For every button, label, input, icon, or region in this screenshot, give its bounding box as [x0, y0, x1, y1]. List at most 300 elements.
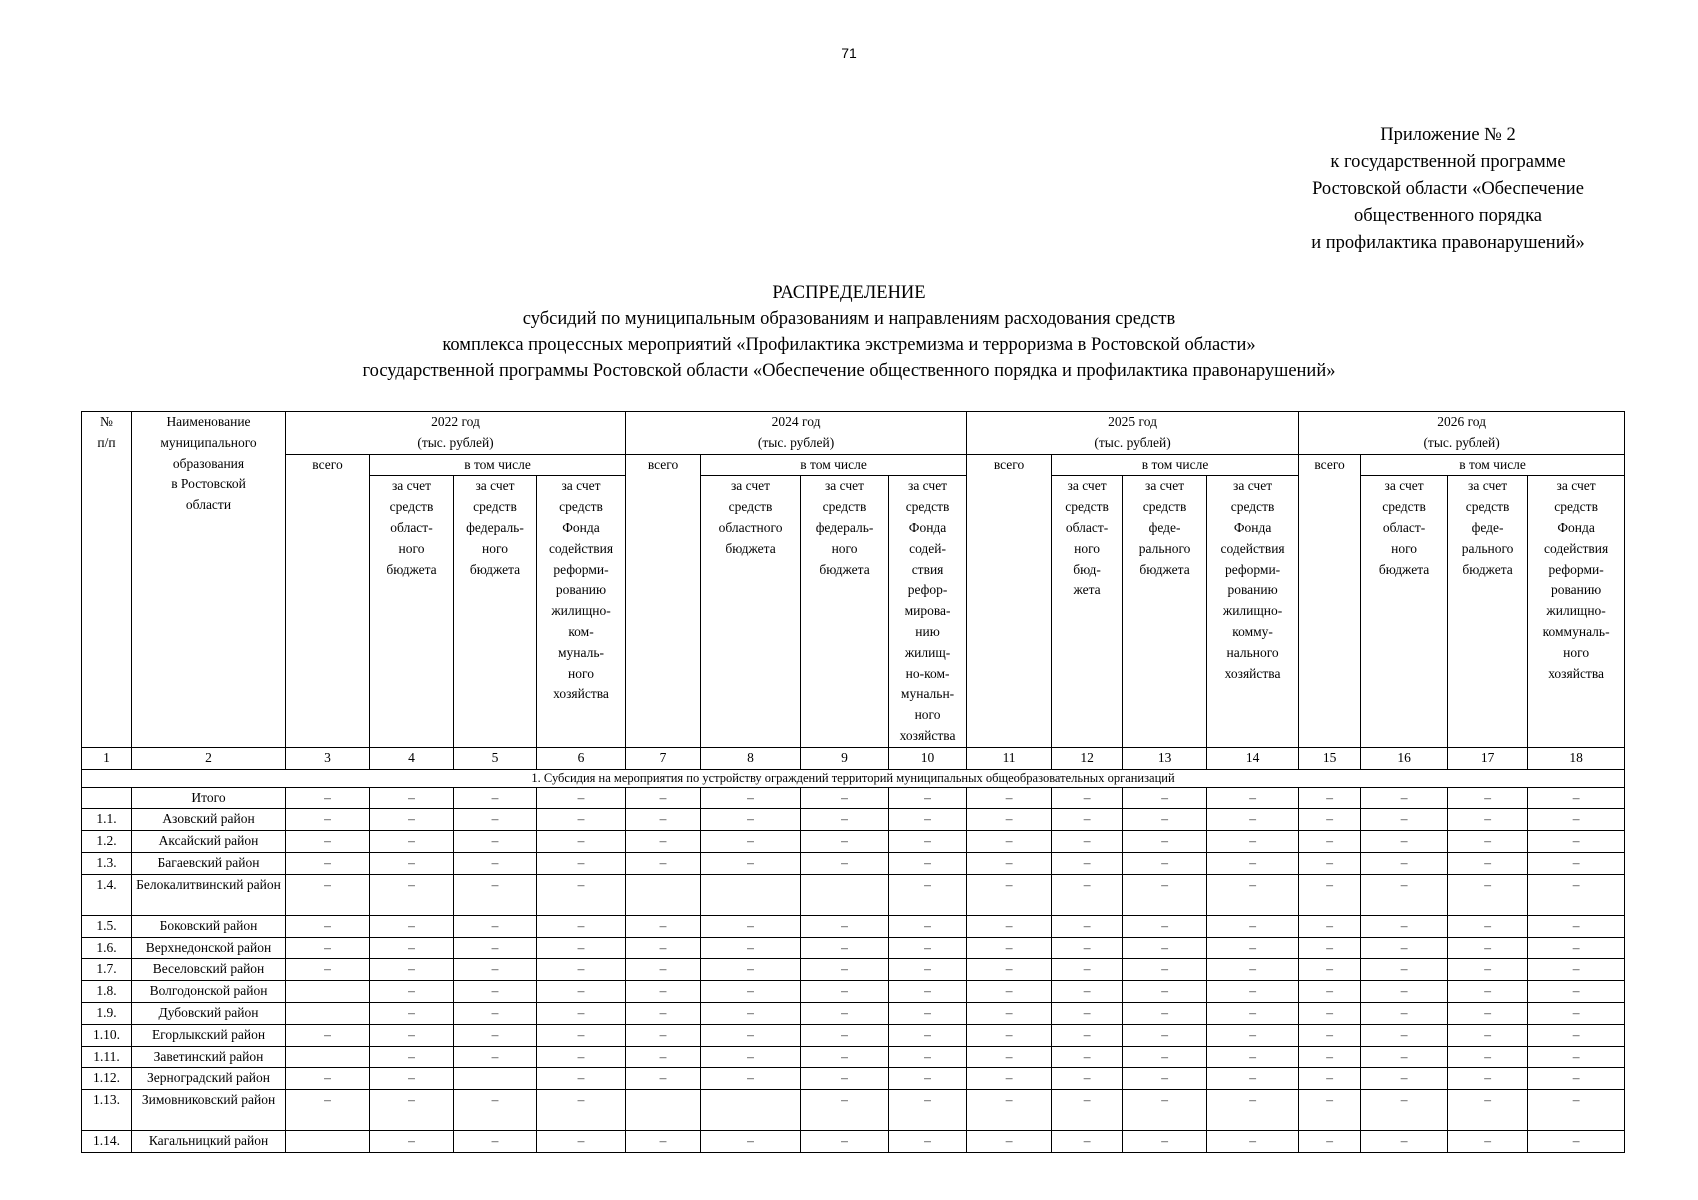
row-number: 1.2.	[82, 831, 132, 853]
value-cell: –	[626, 981, 701, 1003]
value-cell: –	[626, 1046, 701, 1068]
value-cell: –	[1207, 959, 1299, 981]
value-cell: –	[1299, 981, 1361, 1003]
value-cell: –	[801, 959, 889, 981]
value-cell: –	[454, 1090, 537, 1131]
header-text-line: жилищ-	[904, 644, 951, 660]
value-cell: –	[1052, 852, 1123, 874]
value-cell: –	[1448, 874, 1528, 915]
value-cell: –	[454, 831, 537, 853]
value-cell: –	[1299, 1068, 1361, 1090]
value-cell: –	[1052, 874, 1123, 915]
title-line: государственной программы Ростовской области «Обеспечение общественного порядка и профилактика правонарушений»	[362, 361, 1336, 381]
appendix-line: к государственной программе	[1330, 152, 1566, 172]
header-text-line: за счет	[561, 478, 601, 494]
row-name: Кагальницкий район	[132, 1131, 286, 1153]
header-text-line: Фонда	[1233, 519, 1272, 535]
header-source	[454, 476, 537, 747]
value-cell: –	[889, 1090, 967, 1131]
value-cell: –	[1299, 959, 1361, 981]
value-cell: –	[1448, 787, 1528, 809]
header-text-line: реформи-	[553, 561, 609, 577]
header-text-line: за счет	[475, 478, 515, 494]
value-cell: –	[286, 1090, 370, 1131]
value-cell: –	[701, 981, 801, 1003]
column-number: 14	[1207, 747, 1299, 769]
value-cell: –	[967, 1090, 1052, 1131]
value-cell: –	[1528, 981, 1625, 1003]
column-number: 4	[370, 747, 454, 769]
value-cell	[286, 981, 370, 1003]
value-cell: –	[626, 1068, 701, 1090]
header-text-line: федераль-	[815, 519, 874, 535]
value-cell: –	[1123, 874, 1207, 915]
header-text-line: средств	[473, 499, 517, 515]
header-text-line: нального	[1226, 644, 1279, 660]
header-text-line: феде-	[1148, 519, 1181, 535]
column-number: 7	[626, 747, 701, 769]
column-number: 17	[1448, 747, 1528, 769]
value-cell: –	[1361, 809, 1448, 831]
header-text-line: средств	[559, 499, 603, 515]
value-cell: –	[454, 809, 537, 831]
value-cell: –	[1448, 1046, 1528, 1068]
value-cell: –	[1299, 874, 1361, 915]
table-row	[82, 959, 1625, 981]
value-cell: –	[370, 1090, 454, 1131]
column-number: 18	[1528, 747, 1625, 769]
row-name: Боковский район	[132, 915, 286, 937]
header-text-line: ного	[1074, 540, 1101, 556]
value-cell: –	[801, 1068, 889, 1090]
value-cell: –	[1052, 809, 1123, 831]
value-cell: –	[1207, 852, 1299, 874]
value-cell: –	[1361, 1046, 1448, 1068]
value-cell: –	[1123, 1090, 1207, 1131]
value-cell: –	[454, 1046, 537, 1068]
value-cell: –	[1299, 1024, 1361, 1046]
header-text-line: рованию	[1227, 582, 1278, 598]
table-row	[82, 831, 1625, 853]
header-including: в том числе	[370, 454, 626, 476]
row-name: Белокалитвинский район	[132, 874, 286, 915]
value-cell: –	[454, 981, 537, 1003]
row-number: 1.6.	[82, 937, 132, 959]
value-cell: –	[967, 852, 1052, 874]
value-cell: –	[1052, 787, 1123, 809]
header-total: всего	[1299, 454, 1361, 747]
value-cell: –	[1123, 1024, 1207, 1046]
header-source	[889, 476, 967, 747]
value-cell: –	[370, 1131, 454, 1153]
row-name: Дубовский район	[132, 1002, 286, 1024]
value-cell: –	[701, 852, 801, 874]
value-cell: –	[1361, 937, 1448, 959]
header-text-line: ного	[914, 707, 941, 723]
row-number: 1.13.	[82, 1090, 132, 1131]
header-text-line: содействия	[1220, 540, 1285, 556]
header-text-line: содействия	[1544, 540, 1609, 556]
value-cell: –	[537, 831, 626, 853]
row-name: Веселовский район	[132, 959, 286, 981]
table-row	[82, 852, 1625, 874]
value-cell: –	[537, 1024, 626, 1046]
header-text-line: за счет	[730, 478, 771, 494]
value-cell: –	[1123, 1131, 1207, 1153]
value-cell: –	[1207, 1090, 1299, 1131]
value-cell: –	[889, 1046, 967, 1068]
appendix-line: Ростовской области «Обеспечение	[1312, 179, 1584, 199]
value-cell: –	[701, 959, 801, 981]
value-cell: –	[1361, 1024, 1448, 1046]
header-text-line: п/п	[97, 434, 116, 450]
value-cell: –	[1052, 831, 1123, 853]
value-cell: –	[626, 831, 701, 853]
value-cell: –	[967, 915, 1052, 937]
header-text-line: хозяйства	[1224, 665, 1281, 681]
value-cell: –	[967, 937, 1052, 959]
value-cell: –	[1528, 959, 1625, 981]
column-number: 9	[801, 747, 889, 769]
value-cell: –	[626, 1002, 701, 1024]
table-row	[82, 981, 1625, 1003]
table-row	[82, 874, 1625, 915]
value-cell: –	[1207, 874, 1299, 915]
column-number: 1	[82, 747, 132, 769]
value-cell: –	[370, 981, 454, 1003]
title-line: субсидий по муниципальным образованиям и направлениям расходования средств	[522, 309, 1176, 329]
value-cell: –	[701, 809, 801, 831]
appendix-line: и профилактика правонарушений»	[1311, 233, 1585, 253]
value-cell: –	[801, 787, 889, 809]
table-row	[82, 1068, 1625, 1090]
row-name: Багаевский район	[132, 852, 286, 874]
table-row	[82, 1131, 1625, 1153]
value-cell: –	[1299, 852, 1361, 874]
value-cell	[286, 1046, 370, 1068]
value-cell: –	[967, 831, 1052, 853]
value-cell: –	[537, 981, 626, 1003]
value-cell: –	[1052, 1131, 1123, 1153]
header-text-line: Наименование	[166, 414, 251, 429]
header-text-line: ного	[1391, 540, 1418, 556]
header-text-line: жилищно-	[551, 603, 611, 619]
header-text-line: средств	[1230, 499, 1275, 515]
row-number: 1.9.	[82, 1002, 132, 1024]
value-cell: –	[626, 915, 701, 937]
value-cell: –	[1528, 787, 1625, 809]
value-cell: –	[701, 1046, 801, 1068]
value-cell: –	[889, 1131, 967, 1153]
value-cell: –	[1207, 787, 1299, 809]
value-cell: –	[967, 1068, 1052, 1090]
header-text-line: муниципального	[160, 434, 257, 450]
value-cell: –	[1361, 1131, 1448, 1153]
header-text-line: средств	[728, 499, 773, 515]
header-text-line: 2024 год	[771, 414, 821, 429]
row-number: 1.3.	[82, 852, 132, 874]
value-cell: –	[370, 1068, 454, 1090]
value-cell: –	[370, 874, 454, 915]
value-cell: –	[1448, 1024, 1528, 1046]
header-text-line: в Ростовской	[171, 476, 246, 492]
value-cell: –	[1361, 981, 1448, 1003]
value-cell: –	[454, 852, 537, 874]
value-cell: –	[537, 937, 626, 959]
value-cell: –	[454, 787, 537, 809]
value-cell: –	[889, 937, 967, 959]
header-text-line: жилищно-	[1546, 603, 1606, 619]
value-cell: –	[1528, 1046, 1625, 1068]
value-cell: –	[1528, 1002, 1625, 1024]
value-cell: –	[537, 874, 626, 915]
column-number: 8	[701, 747, 801, 769]
value-cell: –	[537, 1002, 626, 1024]
table-row	[82, 1090, 1625, 1131]
row-name: Зерноградский район	[132, 1068, 286, 1090]
header-text-line: област-	[1065, 519, 1109, 535]
column-number: 13	[1123, 747, 1207, 769]
row-number: 1.8.	[82, 981, 132, 1003]
header-text-line: за счет	[1233, 478, 1273, 494]
header-year	[967, 412, 1299, 455]
value-cell: –	[1448, 981, 1528, 1003]
header-text-line: средств	[1142, 499, 1187, 515]
header-text-line: бюд-	[1073, 561, 1101, 577]
value-cell: –	[370, 1024, 454, 1046]
table-row	[82, 937, 1625, 959]
value-cell: –	[1299, 1131, 1361, 1153]
value-cell: –	[801, 1002, 889, 1024]
value-cell: –	[1361, 852, 1448, 874]
header-text-line: област-	[1382, 519, 1426, 535]
header-source	[1528, 476, 1625, 747]
value-cell: –	[801, 1046, 889, 1068]
header-text-line: средств	[905, 499, 950, 515]
value-cell: –	[1207, 1131, 1299, 1153]
row-name: Заветинский район	[132, 1046, 286, 1068]
value-cell: –	[1448, 1002, 1528, 1024]
header-total: всего	[286, 454, 370, 747]
header-text-line: (тыс. рублей)	[417, 434, 494, 450]
value-cell: –	[370, 831, 454, 853]
value-cell: –	[1361, 787, 1448, 809]
value-cell: –	[1528, 937, 1625, 959]
distribution-table	[81, 411, 1625, 1153]
value-cell: –	[537, 809, 626, 831]
header-source	[701, 476, 801, 747]
value-cell: –	[626, 787, 701, 809]
value-cell: –	[537, 959, 626, 981]
header-name	[132, 412, 286, 748]
value-cell: –	[1299, 787, 1361, 809]
value-cell: –	[454, 1002, 537, 1024]
table-row	[82, 787, 1625, 809]
value-cell: –	[1052, 1090, 1123, 1131]
header-text-line: хозяйства	[1548, 665, 1605, 681]
header-text-line: за счет	[1468, 478, 1508, 494]
column-number: 5	[454, 747, 537, 769]
value-cell: –	[1299, 1002, 1361, 1024]
value-cell: –	[1207, 981, 1299, 1003]
value-cell: –	[1361, 915, 1448, 937]
value-cell: –	[626, 809, 701, 831]
column-number: 15	[1299, 747, 1361, 769]
header-text-line: за счет	[824, 478, 865, 494]
value-cell: –	[1528, 1024, 1625, 1046]
value-cell: –	[967, 1002, 1052, 1024]
value-cell: –	[1528, 852, 1625, 874]
header-text-line: федераль-	[466, 519, 524, 535]
header-text-line: нию	[915, 623, 940, 639]
value-cell	[801, 874, 889, 915]
value-cell: –	[701, 1002, 801, 1024]
header-text-line: жета	[1073, 582, 1101, 598]
value-cell: –	[889, 915, 967, 937]
value-cell: –	[626, 937, 701, 959]
table-row	[82, 1002, 1625, 1024]
value-cell: –	[286, 874, 370, 915]
header-number	[82, 412, 132, 748]
column-number: 12	[1052, 747, 1123, 769]
header-text-line: за счет	[1384, 478, 1424, 494]
header-total: всего	[967, 454, 1052, 747]
column-number: 2	[132, 747, 286, 769]
value-cell: –	[286, 937, 370, 959]
header-year	[626, 412, 967, 455]
header-text-line: Фонда	[908, 519, 947, 535]
value-cell	[626, 1090, 701, 1131]
header-including: в том числе	[1361, 454, 1625, 476]
header-text-line: (тыс. рублей)	[1423, 434, 1500, 450]
header-text-line: бюджета	[725, 540, 776, 556]
page-number: 71	[841, 45, 857, 61]
appendix-line: Приложение № 2	[1380, 125, 1516, 145]
value-cell: –	[701, 1024, 801, 1046]
header-text-line: мунальн-	[900, 686, 955, 702]
value-cell: –	[626, 1024, 701, 1046]
value-cell: –	[889, 831, 967, 853]
header-text-line: за счет	[1556, 478, 1596, 494]
value-cell: –	[1448, 1131, 1528, 1153]
header-text-line: феде-	[1471, 519, 1504, 535]
header-text-line: рованию	[555, 582, 607, 598]
value-cell: –	[1299, 831, 1361, 853]
value-cell: –	[1361, 1090, 1448, 1131]
value-cell: –	[1207, 831, 1299, 853]
value-cell: –	[370, 787, 454, 809]
value-cell: –	[370, 1002, 454, 1024]
value-cell: –	[537, 1046, 626, 1068]
header-text-line: ного	[568, 665, 594, 681]
table-row	[82, 809, 1625, 831]
value-cell: –	[1528, 874, 1625, 915]
header-source	[1448, 476, 1528, 747]
header-text-line: област-	[390, 519, 433, 535]
row-number: 1.10.	[82, 1024, 132, 1046]
row-number: 1.5.	[82, 915, 132, 937]
appendix-block	[1283, 122, 1613, 257]
value-cell: –	[370, 1046, 454, 1068]
value-cell: –	[801, 937, 889, 959]
value-cell: –	[370, 937, 454, 959]
table-row	[82, 1046, 1625, 1068]
header-text-line: за счет	[907, 478, 948, 494]
value-cell: –	[537, 1090, 626, 1131]
header-text-line: областного	[718, 519, 783, 535]
row-name: Зимовниковский район	[132, 1090, 286, 1131]
value-cell: –	[1052, 1068, 1123, 1090]
header-text-line: комму-	[1232, 623, 1273, 639]
value-cell: –	[801, 981, 889, 1003]
value-cell: –	[889, 874, 967, 915]
value-cell: –	[1528, 1131, 1625, 1153]
value-cell: –	[889, 1002, 967, 1024]
header-text-line: жилищно-	[1222, 603, 1283, 619]
value-cell: –	[701, 937, 801, 959]
row-number: 1.11.	[82, 1046, 132, 1068]
value-cell: –	[286, 959, 370, 981]
title-heading: РАСПРЕДЕЛЕНИЕ	[772, 283, 926, 303]
header-text-line: мирова-	[904, 603, 951, 619]
value-cell: –	[801, 852, 889, 874]
header-text-line: средств	[1554, 499, 1598, 515]
column-number: 11	[967, 747, 1052, 769]
value-cell: –	[889, 787, 967, 809]
value-cell: –	[1448, 959, 1528, 981]
header-text-line: ком-	[568, 623, 594, 639]
value-cell: –	[967, 787, 1052, 809]
value-cell: –	[801, 915, 889, 937]
header-text-line: области	[185, 497, 232, 513]
value-cell: –	[1361, 831, 1448, 853]
value-cell: –	[701, 787, 801, 809]
value-cell: –	[1299, 1090, 1361, 1131]
header-text-line: за счет	[1067, 478, 1107, 494]
value-cell: –	[1448, 1090, 1528, 1131]
row-number: 1.4.	[82, 874, 132, 915]
table-row	[82, 1024, 1625, 1046]
value-cell: –	[889, 809, 967, 831]
value-cell: –	[1123, 852, 1207, 874]
header-text-line: рального	[1138, 540, 1191, 556]
header-text-line: ного	[482, 540, 508, 556]
header-text-line: Фонда	[562, 519, 600, 535]
value-cell: –	[1052, 937, 1123, 959]
header-text-line: бюджета	[1462, 561, 1513, 577]
value-cell: –	[1052, 1002, 1123, 1024]
value-cell: –	[1528, 915, 1625, 937]
value-cell: –	[801, 1131, 889, 1153]
table-row	[82, 915, 1625, 937]
value-cell: –	[1299, 915, 1361, 937]
value-cell: –	[370, 959, 454, 981]
header-text-line: 2022 год	[431, 414, 480, 429]
value-cell: –	[537, 1131, 626, 1153]
value-cell: –	[967, 874, 1052, 915]
value-cell: –	[1448, 852, 1528, 874]
value-cell: –	[626, 852, 701, 874]
value-cell: –	[1123, 1002, 1207, 1024]
header-year	[1299, 412, 1625, 455]
value-cell: –	[1207, 809, 1299, 831]
value-cell: –	[1207, 1024, 1299, 1046]
value-cell: –	[1123, 1046, 1207, 1068]
value-cell: –	[537, 852, 626, 874]
value-cell: –	[626, 959, 701, 981]
row-name: Волгодонской район	[132, 981, 286, 1003]
value-cell: –	[1123, 1068, 1207, 1090]
